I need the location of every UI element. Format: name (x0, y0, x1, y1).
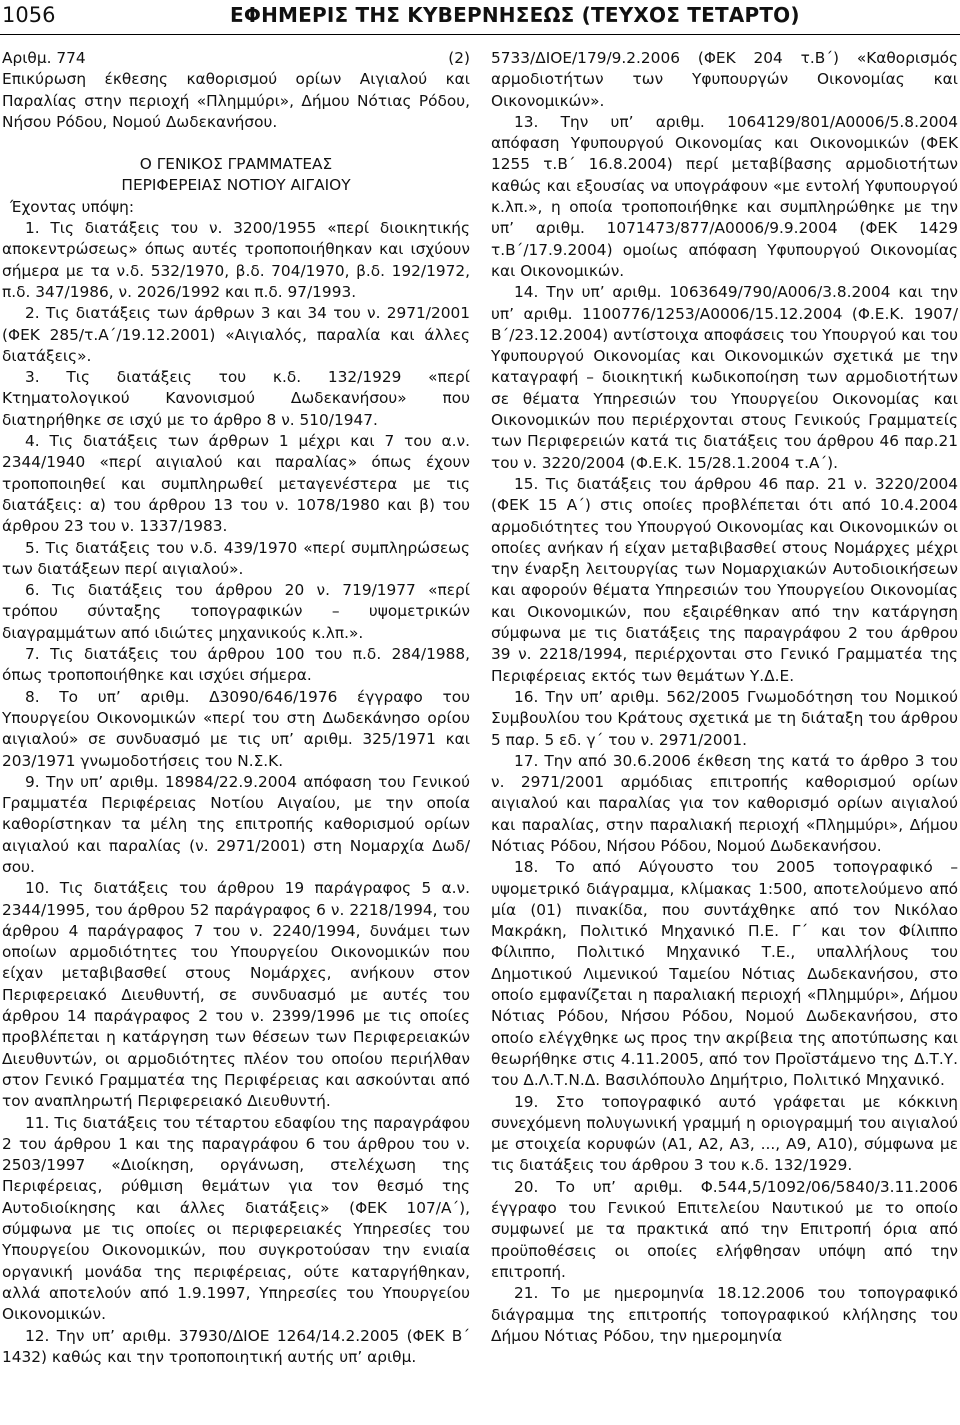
page-header (0, 0, 960, 38)
right-column (491, 48, 958, 1347)
right-paragraph-19: 19. Στο τοπογραφικό αυτό γράφεται με κόκκινη συνεχόμενη πολυγωνική γραμμή η οριογραμμή του αιγιαλού με στοιχεία κορυφών (Α1, Α2, Α3, ..., Α9, Α10), σύμφωνα με τις διατάξεις του άρθρου 3 του κ.δ. 132/1929. (491, 1092, 958, 1175)
left-paragraph-11: 11. Τις διατάξεις του τέταρτου εδαφίου της παραγράφου 2 του άρθρου 1 και της παραγράφου 6 του άρθρου του ν. 2503/1997 «Διοίκηση, οργάνωση, στελέχωση της Περιφέρειας, ρύθμιση θεμάτων για τον θεσμό της Αυτοδιοίκησης και άλλες διατάξεις» (ΦΕΚ 107/Α΄), σύμφωνα με τις οποίες οι περιφερειακές Υπηρεσίες του Υπουργείου Οικονομικών, που συγκροτούσαν την ενιαία οργανική μονάδα της περιφέρειας, ούτε καταργήθηκαν, αλλά αποτελούν από 1.9.1997, Υπηρεσίες του Υπουργείου Οικονομικών. (2, 1113, 470, 1324)
page-number: 1056 (2, 3, 56, 27)
having-regard: Έχοντας υπόψη: (10, 197, 135, 216)
right-paragraph-18: 18. Το από Αύγουστο του 2005 τοπογραφικό – υψομετρικό διάγραμμα, κλίμακας 1:500, αποτελούμενο από μία (01) πινακίδα, που συντάχθηκε από τον Νικόλαο Μακράκη, Πολιτικό Μηχανικό Π.Ε. Γ΄ και τον Φίλιππο Φίλιππο, Πολιτικό Μηχανικό Τ.Ε., υπαλλήλους του Δημοτικού Λιμενικού Ταμείου Νότιας Δωδεκανήσου, στο οποίο εμφανίζεται η παραλιακή περιοχή «Πλημμύρι», Δήμου Νότιας Ρόδου, Νήσου Ρόδου, Νομού Δωδεκανήσου, στο οποίο ελέγχθηκε ως προς την ακρίβεια της αποτύπωσης και θεωρήθηκε στις 4.11.2005, από τον Προϊστάμενο της Δ.Τ.Υ. του Δ.Λ.Τ.Ν.Δ. Βασιλόπουλο Δημήτριο, Πολιτικό Μηχανικό. (491, 858, 958, 1090)
left-paragraph-6: 6. Τις διατάξεις του άρθρου 20 ν. 719/1977 «περί τρόπου σύνταξης τοπογραφικών – υψομετρικών διαγραμμάτων από ιδιώτες μηχανικούς κ.λπ.». (2, 581, 470, 642)
left-paragraph-1: 1. Τις διατάξεις του ν. 3200/1955 «περί διοικητικής αποκεντρώσεως» όπως αυτές τροποποιήθηκαν και ισχύουν σήμερα με τα ν.δ. 532/1970, β.δ. 704/1970, β.δ. 192/1972, π.δ. 347/1986, ν. 2026/1992 και π.δ. 97/1993. (2, 219, 470, 301)
left-paragraph-2: 2. Τις διατάξεις των άρθρων 3 και 34 του ν. 2971/2001 (ΦΕΚ 285/τ.Α΄/19.12.2001) «Αιγιαλός, παραλία και άλλες διατάξεις». (2, 304, 470, 365)
right-paragraph-21: 21. Το με ημερομηνία 18.12.2006 του τοπογραφικό διάγραμμα της επιτροπής τοπογραφικού κλήλησης του Δήμου Νότιας Ρόδου, την ημερομηνία (491, 1284, 958, 1345)
decision-number-row (2, 48, 470, 69)
right-paragraph-16: 16. Την υπ’ αριθμ. 562/2005 Γνωμοδότηση του Νομικού Συμβουλίου του Κράτους σχετικά με τη διάταξη του άρθρου 5 παρ. 5 εδ. γ΄ του ν. 2971/2001. (491, 687, 958, 749)
right-paragraph-20: 20. Το υπ’ αριθμ. Φ.544,5/1092/06/5840/3.11.2006 έγγραφο του Γενικού Επιτελείου Ναυτικού με το οποίο συμφωνεί με τα πρακτικά από την Επιτροπή όρια από προϋποθέσεις οι οποίες ελήφθησαν υπόψη από την επιτροπή. (491, 1177, 958, 1281)
authority-line-1: Ο ΓΕΝΙΚΟΣ ΓΡΑΜΜΑΤΕΑΣ (139, 155, 333, 174)
journal-title: ΕΦΗΜΕΡΙΣ ΤΗΣ ΚΥΒΕΡΝΗΣΕΩΣ (ΤΕΥΧΟΣ ΤΕΤΑΡΤΟ) (230, 3, 800, 27)
right-paragraph-15: 15. Τις διατάξεις του άρθρου 46 παρ. 21 ν. 3220/2004 (ΦΕΚ 15 Α΄) στις οποίες προβλέπεται ότι από 10.4.2004 αρμοδιότητες του Υπουργού Οικονομίας και Οικονομικών οι οποίες ανήκαν ή είχαν μεταβιβασθεί στους Νομάρχες μέχρι την έναρξη λειτουργίας των Νομαρχιακών Αυτοδιοικήσεων και αφορούν θέματα Υπηρεσιών του Υπουργείου Οικονομίας και Οικονομικών, που εξαιρέθηκαν από την κατάργηση σύμφωνα με τις διατάξεις της παραγράφου 2 του άρθρου 39 ν. 2218/1994, περιέρχονται στο Γενικό Γραμματέα της Περιφέρειας εκτός των θεμάτων Υ.Δ.Ε. (491, 474, 958, 685)
decision-number: Αριθμ. 774 (2, 49, 86, 67)
left-paragraph-5: 5. Τις διατάξεις του ν.δ. 439/1970 «περί συμπληρώσεως των διατάξεων περί αιγιαλού». (2, 538, 470, 578)
left-paragraph-3: 3. Τις διατάξεις του κ.δ. 132/1929 «περί Κτηματολογικού Κανονισμού Δωδεκανήσου» που διατηρήθηκε σε ισχύ με το άρθρο 8 ν. 510/1947. (2, 368, 470, 429)
left-paragraph-7: 7. Τις διατάξεις του άρθρου 100 του π.δ. 284/1988, όπως τροποποιήθηκε και ισχύει σήμερα. (2, 645, 470, 685)
left-paragraph-10: 10. Τις διατάξεις του άρθρου 19 παράγραφος 5 α.ν. 2344/1995, του άρθρου 52 παράγραφος 6 ν. 2218/1994, του άρθρου 4 παράγραφος 7 του ν. 2240/1994, δυνάμει των οποίων αρμοδιότητες του Υπουργείου Οικονομικών που είχαν μεταβιβασθεί στους Νομάρχες, ανήκουν στον Περιφερειακό Διευθυντή, σε συνδυασμό με αυτές του άρθρου 14 παράγραφος 2 του ν. 2399/1996 με τις οποίες προβλέπεται η κατάργηση των θέσεων των Περιφερειακών Διευθυντών, οι αρμοδιότητες πλέον του οποίου περιήλθαν στον Γενικό Γραμματέα της Περιφέρειας και ασκούνται από τον αναπληρωτή Περιφερειακό Διευθυντή. (2, 879, 470, 1111)
left-paragraph-9: 9. Την υπ’ αριθμ. 18984/22.9.2004 απόφαση του Γενικού Γραμματέα Περιφέρειας Νοτίου Αιγαίου, με την οποία καθορίστηκαν τα μέλη της επιτροπής καθορισμού ορίων αιγιαλού και παραλίας (ν. 2971/2001) στη Νομαρχία Δωδ/σου. (2, 772, 470, 876)
decision-sequence: (2) (448, 49, 470, 67)
right-paragraph-13: 13. Την υπ’ αριθμ. 1064129/801/Α0006/5.8.2004 απόφαση Υφυπουργού Οικονομίας και Οικονομικών (ΦΕΚ 1255 τ.Β΄ 16.8.2004) περί μεταβίβασης αρμοδιοτήτων καθώς και εξουσίας να υπογράφουν «με εντολή Υφυπουργού κ.λπ.», η οποία τροποποιήθηκε και συμπληρώθηκε με την υπ’ αριθμ. 1071473/877/Α0006/9.9.2004 (ΦΕΚ 1429 τ.Β΄/17.9.2004) ομοίως απόφαση Υφυπουργού Οικονομίας και Οικονομικών. (491, 112, 958, 280)
header-rule (0, 34, 960, 35)
right-paragraph-14: 14. Την υπ’ αριθμ. 1063649/790/Α006/3.8.2004 και την υπ’ αριθμ. 1100776/1253/Α0006/15.12.2004 (Φ.Ε.Κ. 1907/Β΄/23.12.2004) αντίστοιχα αποφάσεις του Υπουργού και του Υφυπουργού Οικονομίας και Οικονομικών σχετικά με την καταγραφή – διοικητική κωδικοποίηση των αρμοδιοτήτων σε θέματα Υπηρεσιών του Υπουργείου Οικονομίας και Οικονομικών που περιέρχονται στους Γενικούς Γραμματείς των Περιφερειών κατά τις διατάξεις του άρθρου 46 παρ.21 του ν. 3220/2004 (Φ.Ε.Κ. 15/28.1.2004 τ.Α΄). (491, 283, 958, 472)
left-paragraph-8: 8. Το υπ’ αριθμ. Δ3090/646/1976 έγγραφο του Υπουργείου Οικονομικών «περί του στη Δωδεκάνησο ορίου αιγιαλού» σε συνδυασμό με τις υπ’ αριθμ. 325/1971 και 203/1971 γνωμοδοτήσεις του Ν.Σ.Κ. (2, 687, 470, 770)
left-column (2, 48, 470, 1368)
decision-title: Επικύρωση έκθεσης καθορισμού ορίων Αιγιαλού και Παραλίας στην περιοχή «Πλημμύρι», Δήμου Νότιας Ρόδου, Νήσου Ρόδου, Νομού Δωδεκανήσου. (2, 70, 470, 131)
right-paragraph-continuation: 5733/ΔΙΟΕ/179/9.2.2006 (ΦΕΚ 204 τ.Β΄) «Καθορισμός αρμοδιοτήτων των Υφυπουργών Οικονομίας και Οικονομικών». (491, 49, 958, 110)
left-paragraph-4: 4. Τις διατάξεις των άρθρων 1 μέχρι και 7 του α.ν. 2344/1940 «περί αιγιαλού και παραλίας» όπως έχουν τροποποιηθεί και συμπληρωθεί μεταγενέστερα με τις διατάξεις: α) του άρθρου 13 του ν. 1078/1980 και β) του άρθρου 23 του ν. 1337/1983. (2, 432, 470, 536)
left-paragraph-12: 12. Την υπ’ αριθμ. 37930/ΔΙΟΕ 1264/14.2.2005 (ΦΕΚ Β΄ 1432) καθώς και την τροποποιητική αυτής υπ’ αριθμ. (2, 1326, 470, 1366)
right-paragraph-17: 17. Την από 30.6.2006 έκθεση της κατά το άρθρο 3 του ν. 2971/2001 αρμόδιας επιτροπής καθορισμού ορίων αιγιαλού και παραλίας για τον καθορισμό ορίων αιγιαλού και παραλίας, στην παραλιακή περιοχή «Πλημμύρι», Δήμου Νότιας Ρόδου, Νήσου Ρόδου, Νομού Δωδεκανήσου. (491, 751, 958, 855)
authority-line-2: ΠΕΡΙΦΕΡΕΙΑΣ ΝΟΤΙΟΥ ΑΙΓΑΙΟΥ (121, 176, 351, 195)
